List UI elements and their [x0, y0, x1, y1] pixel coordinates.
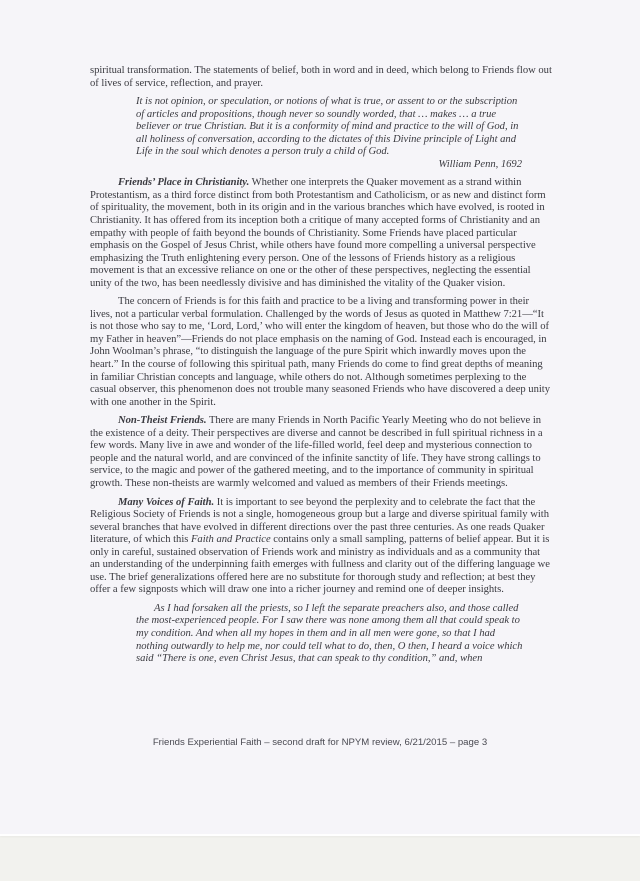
section-many-voices-of-faith: [90, 497, 552, 597]
paragraph-concern-of-friends: The concern of Friends is for this faith and practice to be a living and transforming power in their lives, not a particular verbal formulation. Challenged by the words of Jesus as quoted in Matthew 7:21—“It is not those who say to me, ‘Lord, Lord,’ who will enter the kingdom of heaven, but those who do the will of my Father in heaven”—Friends do not place emphasis on the naming of God. Instead each is encouraged, in John Woolman’s phrase, “to distinguish the language of the pure Spirit which inwardly moves upon the heart.” In the course of following this spiritual path, many Friends do come to find great depths of meaning in familiar Christian concepts and language, while others do not. Although sometimes perplexing to the casual observer, this phenomenon does not trouble many seasoned Friends who have discovered a deep unity with one another in the Spirit.: [90, 296, 550, 408]
fox-quote-text: As I had forsaken all the priests, so I left the separate preachers also, and those called the most-experienced people. For I saw there was none among them all that could speak to my condition. And when all my hopes in them and in all men were gone, so that I had nothing outwardly to help me, nor could tell what to do, then, O then, I heard a voice which said “There is one, even Christ Jesus, that can speak to thy condition,” and, when: [136, 602, 523, 665]
section-friends-place-in-christianity: [90, 177, 552, 290]
page-body: [90, 65, 552, 666]
section-heading: Friends’ Place in Christianity.: [118, 177, 250, 189]
page-footer: Friends Experiential Faith – second draft for NPYM review, 6/21/2015 – page 3: [152, 737, 488, 748]
penn-quote-attribution: William Penn, 1692: [438, 158, 522, 170]
page-edge: [0, 834, 640, 836]
section-body-part1: It is important to see beyond the perplexity and to celebrate the fact that the Religious Society of Friends is not a single, homogeneous group but a large and diverse spiritual family with several branches that have evolved in different directions over the past three centuries. As one reads Quaker literature, of which this: [90, 496, 549, 546]
penn-quote-block: [90, 96, 552, 171]
section-body-part2: contains only a small sampling, patterns of belief appear. But it is only in careful, sustained observation of Friends work and ministry as individuals and as a community that an understanding of the underpinning faith emerges with fullness and clarity out of the differing language we use. The brief generalizations offered here are no substitute for thorough study and reflection; at best they offer a few signposts which will draw one into a richer journey and remind one of deeper insights.: [90, 534, 550, 596]
section-non-theist-friends: [90, 415, 552, 490]
book-title: Faith and Practice: [190, 534, 271, 546]
section-body: Whether one interprets the Quaker movement as a strand within Protestantism, as a third force distinct from both Protestantism and Catholicism, or as new and distinct form of spirituality, the movement, both in its origin and in the various branches which have evolved, is rooted in Christianity. It has offered from its inception both a critique of many accepted forms of Christianity and an empathy with people of faith beyond the bounds of Christianity. Some Friends have placed particular emphasis on the Gospel of Jesus Christ, while others have found more compelling a universal perspective emphasizing the Truth enlightening every person. One of the lessons of Friends history as a religious movement is that an excessive reliance on one or the other of these perspectives, neglecting the essential unity of the two, has been needlessly divisive and has diminished the vitality of the Quaker vision.: [90, 177, 546, 289]
intro-paragraph: spiritual transformation. The statements of belief, both in word and in deed, which belong to Friends flow out of lives of service, reflection, and prayer.: [90, 65, 552, 89]
section-body: There are many Friends in North Pacific Yearly Meeting who do not believe in the existence of a deity. Their perspectives are diverse and cannot be described in full spiritual richness in a few words. Many live in awe and wonder of the life-filled world, feel deep and mysterious connection to people and the natural world, and are convinced of the infinite sanctity of life. They have strong callings to service, to the magic and power of the gathered meeting, and to the importance of community in spiritual growth. These non-theists are warmly welcomed and valued as members of their Friends meetings.: [90, 415, 543, 489]
section-heading: Non-Theist Friends.: [118, 415, 207, 427]
penn-quote-text: It is not opinion, or speculation, or notions of what is true, or assent to or the subscription of articles and propositions, though never so soundly worded, that … makes … a true believer or true Christian. But it is a conformity of mind and practice to the will of God, in all holiness of conversation, according to the dictates of this Divine principle of Light and Life in the soul which denotes a person truly a child of God.: [136, 96, 519, 158]
section-heading: Many Voices of Faith.: [118, 496, 215, 508]
